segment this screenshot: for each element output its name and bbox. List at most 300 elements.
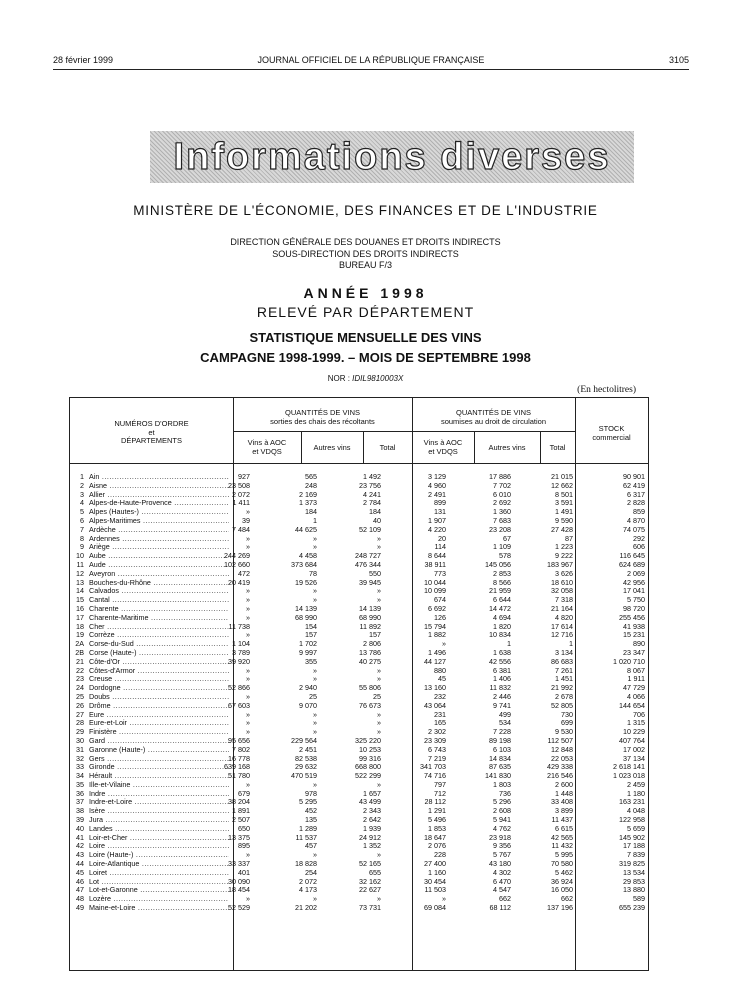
row-number: 22 — [76, 665, 84, 675]
department-name: Loir-et-Cher ..... — [89, 834, 229, 843]
chais-total: 23 756 — [359, 480, 381, 490]
circ-aoc: 114 — [434, 542, 446, 552]
chais-autres: » — [313, 894, 317, 904]
nor-label: NOR : — [327, 374, 350, 383]
circ-total: 112 507 — [547, 735, 573, 745]
circ-autres: 2 692 — [493, 498, 511, 508]
circ-total: 1 — [569, 639, 573, 649]
chais-aoc: » — [246, 507, 250, 517]
chais-aoc: 11 738 — [228, 621, 250, 631]
header-line: et VDQS — [428, 446, 458, 456]
stock-commercial: 37 134 — [623, 753, 645, 763]
chais-aoc: 52 866 — [228, 683, 250, 693]
circ-autres: 1 406 — [493, 674, 511, 684]
circ-autres: 5 767 — [493, 850, 511, 860]
circ-aoc: 43 064 — [424, 700, 446, 710]
chais-total: 52 109 — [359, 524, 381, 534]
chais-total: 668 800 — [355, 762, 381, 772]
circ-total: 429 338 — [547, 762, 573, 772]
chais-aoc: 650 — [238, 823, 250, 833]
header-line: et VDQS — [252, 446, 282, 456]
department-name: Isère ..... — [89, 807, 229, 816]
subheader-autres: Autres vins — [488, 443, 526, 452]
circ-autres: 2 446 — [493, 691, 511, 701]
circ-autres: 499 — [499, 709, 511, 719]
circ-total: 730 — [561, 709, 573, 719]
chais-total: 2 784 — [363, 498, 381, 508]
circ-autres: 1 638 — [493, 647, 511, 657]
circ-autres: 1 803 — [493, 779, 511, 789]
circ-autres: 17 886 — [489, 472, 511, 481]
row-number: 24 — [76, 683, 84, 693]
chais-aoc: 51 780 — [228, 771, 250, 781]
chais-total: 2 642 — [363, 815, 381, 825]
chais-total: 39 945 — [359, 577, 381, 587]
circ-autres: 145 056 — [485, 559, 511, 569]
row-number: 25 — [76, 691, 84, 701]
circ-aoc: 1 882 — [428, 630, 446, 640]
department-name: Ardennes ..... — [89, 535, 229, 544]
stock-commercial: 5 750 — [627, 595, 645, 605]
circ-total: 2 678 — [555, 691, 573, 701]
circ-autres: 5 941 — [493, 815, 511, 825]
circ-total: 86 683 — [551, 656, 573, 666]
chais-total: » — [377, 727, 381, 737]
row-number: 7 — [80, 524, 84, 534]
row-number: 46 — [76, 876, 84, 886]
header-line: DÉPARTEMENTS — [121, 436, 182, 445]
chais-total: 550 — [369, 568, 381, 578]
circ-autres: 68 112 — [489, 903, 511, 913]
chais-total: 4 241 — [363, 489, 381, 499]
chais-aoc: 7 484 — [232, 524, 250, 534]
ministry-title: MINISTÈRE DE L'ÉCONOMIE, DES FINANCES ET DE L'INDUSTRIE — [133, 203, 598, 218]
col-header-departements — [70, 420, 233, 446]
chais-aoc: 895 — [238, 841, 250, 851]
circ-aoc: 341 703 — [420, 762, 446, 772]
chais-aoc: 639 168 — [224, 762, 250, 772]
campagne-title: CAMPAGNE 1998-1999. – MOIS DE SEPTEMBRE 1998 — [200, 350, 531, 365]
stock-commercial: 1 023 018 — [613, 771, 645, 781]
row-number: 35 — [76, 779, 84, 789]
stock-commercial: 122 958 — [619, 815, 645, 825]
circ-total: 22 053 — [551, 753, 573, 763]
stock-commercial: 47 729 — [623, 683, 645, 693]
chais-aoc: » — [246, 665, 250, 675]
department-name: Ille-et-Vilaine ..... — [89, 781, 229, 790]
header-line: soumises au droit de circulation — [440, 416, 547, 426]
row-number: 34 — [76, 771, 84, 781]
circ-autres: 4 694 — [493, 612, 511, 622]
direction-line: DIRECTION GÉNÉRALE DES DOUANES ET DROITS INDIRECTS — [230, 237, 501, 247]
stock-commercial: 6 317 — [627, 489, 645, 499]
circ-autres: 7 683 — [493, 515, 511, 525]
stock-commercial: 407 764 — [619, 735, 645, 745]
circ-autres: 578 — [499, 551, 511, 561]
chais-autres: » — [313, 779, 317, 789]
circ-total: 1 448 — [555, 788, 573, 798]
table-body — [70, 473, 648, 913]
chais-aoc: 38 204 — [228, 797, 250, 807]
circ-aoc: 10 044 — [424, 577, 446, 587]
department-name: Alpes-Maritimes ..... — [89, 517, 229, 526]
wine-statistics-table — [69, 397, 649, 971]
row-number: 41 — [76, 832, 84, 842]
chais-total: 22 627 — [359, 885, 381, 895]
stock-commercial: 859 — [633, 507, 645, 517]
department-name: Ain ..... — [89, 473, 229, 482]
department-name: Allier ..... — [89, 491, 229, 500]
circ-aoc: 165 — [434, 718, 446, 728]
chais-total: » — [377, 533, 381, 543]
subheader-autres: Autres vins — [313, 443, 351, 452]
circ-autres: 14 472 — [489, 603, 511, 613]
circ-aoc: 1 907 — [428, 515, 446, 525]
circ-total: 12 716 — [551, 630, 573, 640]
department-name: Jura ..... — [89, 816, 229, 825]
header-journal: JOURNAL OFFICIEL DE LA RÉPUBLIQUE FRANÇAISE — [257, 55, 485, 65]
chais-total: 25 — [373, 691, 381, 701]
chais-total: 11 892 — [359, 621, 381, 631]
chais-aoc: » — [246, 850, 250, 860]
circ-autres: 2 608 — [493, 806, 511, 816]
department-name: Alpes-de-Haute-Provence ..... — [89, 499, 229, 508]
circ-total: 18 610 — [551, 577, 573, 587]
chais-aoc: » — [246, 727, 250, 737]
chais-aoc: » — [246, 894, 250, 904]
row-number: 10 — [76, 551, 84, 561]
directions — [0, 237, 731, 272]
chais-total: 55 806 — [359, 683, 381, 693]
department-name: Lot ..... — [89, 878, 229, 887]
header-rule — [53, 69, 689, 70]
chais-aoc: 1 891 — [232, 806, 250, 816]
row-number: 14 — [76, 586, 84, 596]
chais-total: 52 165 — [359, 859, 381, 869]
department-name: Creuse ..... — [89, 675, 229, 684]
circ-aoc: 27 400 — [424, 859, 446, 869]
stock-commercial: 98 720 — [623, 603, 645, 613]
subheader-total: Total — [379, 443, 396, 452]
chais-autres: 2 169 — [299, 489, 317, 499]
circ-aoc: 899 — [434, 498, 446, 508]
chais-autres: 1 — [313, 515, 317, 525]
circ-total: 12 848 — [551, 744, 573, 754]
stock-commercial: 29 853 — [623, 876, 645, 886]
chais-aoc: » — [246, 595, 250, 605]
chais-total: 14 139 — [359, 603, 381, 613]
statistique-title: STATISTIQUE MENSUELLE DES VINS — [249, 330, 482, 345]
chais-total: 40 275 — [359, 656, 381, 666]
department-name: Lot-et-Garonne ..... — [89, 886, 229, 895]
chais-autres: 18 828 — [295, 859, 317, 869]
chais-autres: 135 — [305, 815, 317, 825]
stock-commercial: 2 618 141 — [613, 762, 645, 772]
chais-autres: 355 — [305, 656, 317, 666]
department-name: Calvados ..... — [89, 587, 229, 596]
chais-autres: 254 — [305, 867, 317, 877]
row-number: 23 — [76, 674, 84, 684]
row-number: 8 — [80, 533, 84, 543]
nor-value: IDIL9810003X — [352, 374, 404, 383]
circ-aoc: 10 099 — [424, 586, 446, 596]
circ-autres: 67 — [503, 533, 511, 543]
stock-commercial: 2 069 — [627, 568, 645, 578]
circ-autres: 14 834 — [489, 753, 511, 763]
chais-total: 68 990 — [359, 612, 381, 622]
chais-total: » — [377, 850, 381, 860]
row-number: 15 — [76, 595, 84, 605]
circ-total: 3 134 — [555, 647, 573, 657]
circ-autres: 6 103 — [493, 744, 511, 754]
chais-total: » — [377, 894, 381, 904]
circ-total: 9 530 — [555, 727, 573, 737]
chais-total: 184 — [369, 507, 381, 517]
department-name: Indre-et-Loire ..... — [89, 798, 229, 807]
stock-commercial: 13 534 — [623, 867, 645, 877]
circ-total: 70 580 — [551, 859, 573, 869]
chais-autres: » — [313, 709, 317, 719]
circ-autres: 662 — [499, 894, 511, 904]
chais-aoc: » — [246, 630, 250, 640]
chais-aoc: » — [246, 612, 250, 622]
circ-total: 33 408 — [551, 797, 573, 807]
chais-autres: » — [313, 674, 317, 684]
stock-commercial: 2 828 — [627, 498, 645, 508]
circ-total: 12 662 — [551, 480, 573, 490]
chais-aoc: 3 789 — [232, 647, 250, 657]
chais-aoc: 472 — [238, 568, 250, 578]
row-number: 31 — [76, 744, 84, 754]
row-number: 13 — [76, 577, 84, 587]
circ-aoc: » — [442, 639, 446, 649]
chais-total: 1 939 — [363, 823, 381, 833]
circ-autres: 6 381 — [493, 665, 511, 675]
department-name: Bouches-du-Rhône ..... — [89, 579, 229, 588]
row-number: 4 — [80, 498, 84, 508]
department-name: Charente ..... — [89, 605, 229, 614]
chais-aoc: 7 802 — [232, 744, 250, 754]
circ-total: 21 164 — [551, 603, 573, 613]
chais-autres: 565 — [305, 472, 317, 481]
stock-commercial: 8 067 — [627, 665, 645, 675]
circ-aoc: 2 076 — [428, 841, 446, 851]
chais-autres: 2 940 — [299, 683, 317, 693]
circ-autres: 4 302 — [493, 867, 511, 877]
department-name: Garonne (Haute-) ..... — [89, 746, 229, 755]
subheader-total: Total — [549, 443, 566, 452]
circ-aoc: 28 112 — [424, 797, 446, 807]
circ-aoc: 44 127 — [424, 656, 446, 666]
chais-aoc: 244 269 — [224, 551, 250, 561]
row-number: 2B — [75, 647, 84, 657]
chais-autres: 19 526 — [295, 577, 317, 587]
circ-total: 87 — [565, 533, 573, 543]
circ-aoc: 2 491 — [428, 489, 446, 499]
chais-aoc: 39 920 — [228, 656, 250, 666]
department-name: Dordogne ..... — [89, 684, 229, 693]
chais-aoc: 102 660 — [224, 559, 250, 569]
circ-aoc: » — [442, 894, 446, 904]
circ-aoc: 880 — [434, 665, 446, 675]
stock-commercial: 74 075 — [623, 524, 645, 534]
row-number: 3 — [80, 489, 84, 499]
chais-autres: » — [313, 533, 317, 543]
department-name: Indre ..... — [89, 790, 229, 799]
circ-autres: 4 762 — [493, 823, 511, 833]
circ-aoc: 231 — [434, 709, 446, 719]
department-name: Hérault ..... — [89, 772, 229, 781]
department-name: Loire (Haute-) ..... — [89, 851, 229, 860]
circ-aoc: 228 — [434, 850, 446, 860]
department-name: Eure-et-Loir ..... — [89, 719, 229, 728]
department-name: Charente-Maritime ..... — [89, 614, 229, 623]
chais-total: » — [377, 542, 381, 552]
department-name: Corse-du-Sud ..... — [89, 640, 229, 649]
circ-autres: 10 834 — [489, 630, 511, 640]
stock-commercial: 319 825 — [619, 859, 645, 869]
circ-aoc: 1 291 — [428, 806, 446, 816]
circ-aoc: 1 853 — [428, 823, 446, 833]
chais-autres: 29 632 — [295, 762, 317, 772]
circ-total: 1 451 — [555, 674, 573, 684]
row-number: 12 — [76, 568, 84, 578]
chais-aoc: 2 072 — [232, 489, 250, 499]
circ-autres: 7 702 — [493, 480, 511, 490]
circ-aoc: 797 — [434, 779, 446, 789]
table-row — [70, 904, 648, 913]
circ-aoc: 6 692 — [428, 603, 446, 613]
department-name: Corrèze ..... — [89, 631, 229, 640]
chais-autres: 4 458 — [299, 551, 317, 561]
row-number: 16 — [76, 603, 84, 613]
chais-autres: 78 — [309, 568, 317, 578]
circ-aoc: 69 084 — [424, 903, 446, 913]
chais-total: 325 220 — [355, 735, 381, 745]
stock-commercial: 2 459 — [627, 779, 645, 789]
circ-total: 3 899 — [555, 806, 573, 816]
department-name: Loire ..... — [89, 842, 229, 851]
chais-autres: 44 625 — [295, 524, 317, 534]
circ-autres: 1 360 — [493, 507, 511, 517]
subheader-aoc — [233, 439, 301, 456]
circ-aoc: 20 — [438, 533, 446, 543]
circ-aoc: 2 302 — [428, 727, 446, 737]
page-header — [53, 55, 689, 69]
circ-autres: 141 830 — [485, 771, 511, 781]
circ-aoc: 23 309 — [424, 735, 446, 745]
row-number: 17 — [76, 612, 84, 622]
chais-autres: » — [313, 595, 317, 605]
department-name: Aveyron ..... — [89, 570, 229, 579]
chais-autres: 154 — [305, 621, 317, 631]
stock-commercial: 4 870 — [627, 515, 645, 525]
department-name: Lozère ..... — [89, 895, 229, 904]
department-name: Corse (Haute-) ..... — [89, 649, 229, 658]
circ-total: 9 222 — [555, 551, 573, 561]
chais-aoc: » — [246, 709, 250, 719]
chais-autres: 229 564 — [291, 735, 317, 745]
department-name: Côtes-d'Armor ..... — [89, 667, 229, 676]
table-row — [70, 631, 648, 640]
chais-autres: 11 537 — [295, 832, 317, 842]
chais-autres: 157 — [305, 630, 317, 640]
chais-autres: 1 289 — [299, 823, 317, 833]
circ-aoc: 15 794 — [424, 621, 446, 631]
col-header-stock — [575, 425, 648, 442]
stock-commercial: 1 315 — [627, 718, 645, 728]
chais-autres: 470 519 — [291, 771, 317, 781]
circ-aoc: 1 496 — [428, 647, 446, 657]
circ-aoc: 5 496 — [428, 815, 446, 825]
unit-note: (En hectolitres) — [577, 385, 636, 395]
circ-autres: 1 — [507, 639, 511, 649]
stock-commercial: 292 — [633, 533, 645, 543]
circ-total: 7 261 — [555, 665, 573, 675]
stock-commercial: 255 456 — [619, 612, 645, 622]
stock-commercial: 15 231 — [623, 630, 645, 640]
circ-total: 42 565 — [551, 832, 573, 842]
chais-total: 248 727 — [355, 551, 381, 561]
chais-aoc: » — [246, 718, 250, 728]
circ-aoc: 18 647 — [424, 832, 446, 842]
header-line: commercial — [592, 432, 631, 442]
circ-total: 7 318 — [555, 595, 573, 605]
header-line: sorties des chais des récoltants — [270, 416, 375, 426]
circ-total: 11 432 — [551, 841, 573, 851]
header-line: QUANTITÉS DE VINS — [455, 408, 531, 417]
stock-commercial: 606 — [633, 542, 645, 552]
chais-total: 2 806 — [363, 639, 381, 649]
circ-autres: 87 635 — [489, 762, 511, 772]
row-number: 21 — [76, 656, 84, 666]
chais-aoc: 679 — [238, 788, 250, 798]
department-name: Landes ..... — [89, 825, 229, 834]
department-name: Eure ..... — [89, 711, 229, 720]
row-number: 19 — [76, 630, 84, 640]
row-number: 45 — [76, 867, 84, 877]
chais-aoc: » — [246, 691, 250, 701]
circ-total: 3 626 — [555, 568, 573, 578]
stock-commercial: 144 654 — [619, 700, 645, 710]
stock-commercial: 17 041 — [623, 586, 645, 596]
chais-autres: 68 990 — [295, 612, 317, 622]
row-number: 28 — [76, 718, 84, 728]
chais-total: 476 344 — [355, 559, 381, 569]
year-title: ANNÉE 1998 — [303, 285, 428, 301]
circ-aoc: 126 — [434, 612, 446, 622]
department-name: Cher ..... — [89, 623, 229, 632]
stock-commercial: 7 839 — [627, 850, 645, 860]
circ-total: 21 015 — [551, 472, 573, 481]
chais-total: » — [377, 674, 381, 684]
chais-total: 32 162 — [359, 876, 381, 886]
circ-autres: 21 959 — [489, 586, 511, 596]
chais-autres: » — [313, 542, 317, 552]
header-page-number: 3105 — [668, 55, 689, 65]
circ-autres: 42 556 — [489, 656, 511, 666]
circ-autres: 7 228 — [493, 727, 511, 737]
header-line: Vins à AOC — [423, 438, 463, 447]
department-name: Gers ..... — [89, 755, 229, 764]
chais-autres: 21 202 — [295, 903, 317, 913]
department-name: Doubs ..... — [89, 693, 229, 702]
chais-total: 13 786 — [359, 647, 381, 657]
stock-commercial: 10 229 — [623, 727, 645, 737]
circ-aoc: 45 — [438, 674, 446, 684]
circ-aoc: 773 — [434, 568, 446, 578]
stock-commercial: 90 901 — [623, 472, 645, 481]
